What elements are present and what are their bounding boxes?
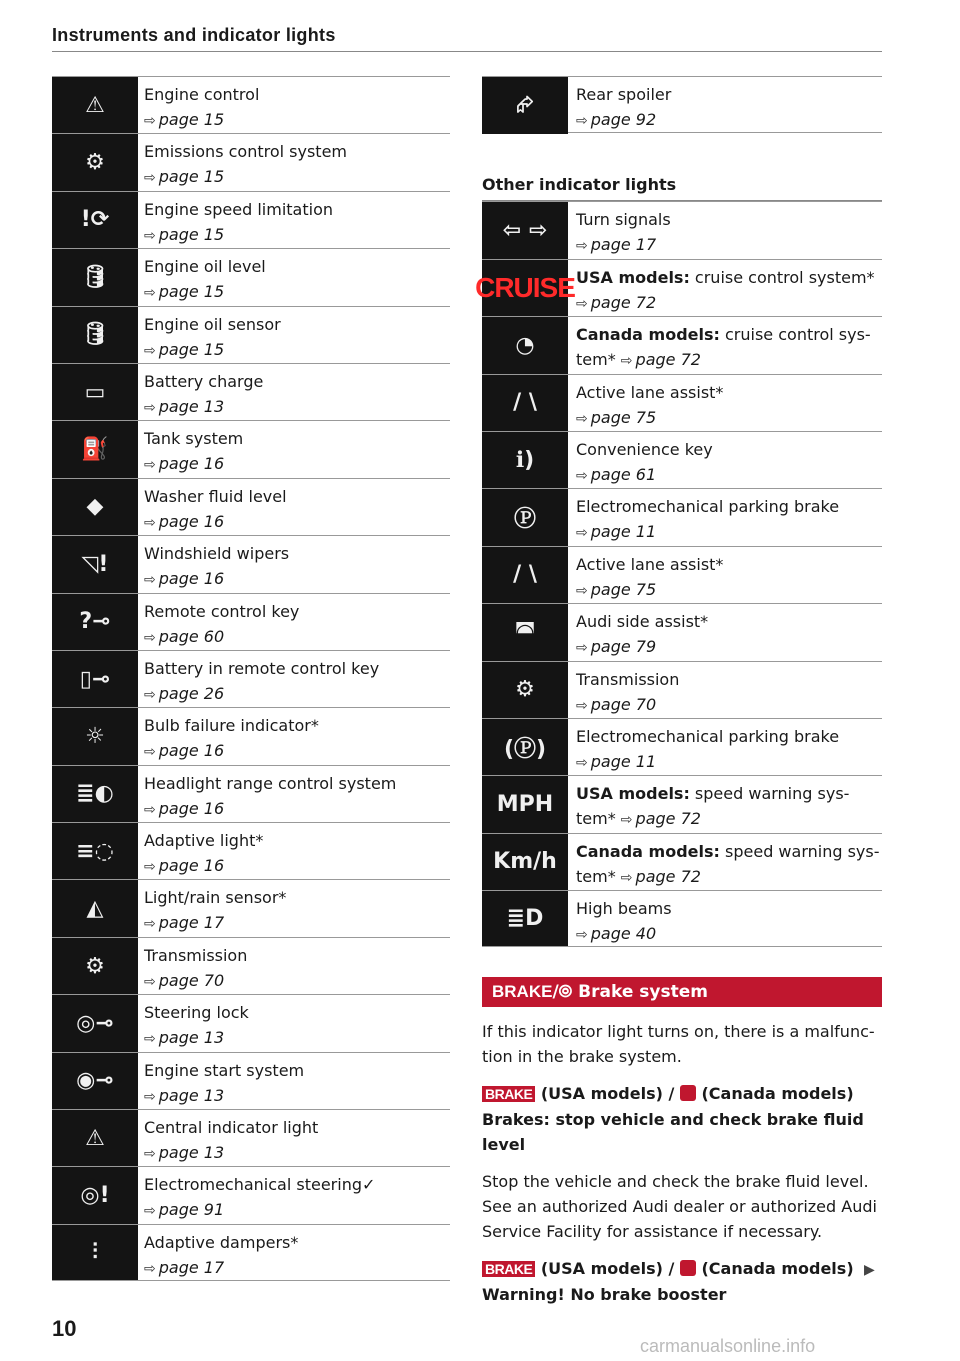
- page-ref-arrow-icon: ⇨: [144, 744, 156, 761]
- cruise-speedometer-icon: ◔: [482, 317, 568, 373]
- page-link[interactable]: page 60: [158, 626, 225, 646]
- fuel-pump-icon: ⛽: [52, 421, 138, 477]
- page-link[interactable]: page 16: [158, 511, 225, 531]
- brake-heading-1: BRAKE (USA models) / (Canada models) Brakes: stop vehicle and check brake fluid level: [482, 1084, 864, 1155]
- page-ref-arrow-icon: ⇨: [144, 227, 156, 244]
- brake-intro: If this indicator light turns on, there is a malfunc- tion in the brake system.: [482, 1022, 875, 1067]
- page-link[interactable]: page 13: [158, 1143, 225, 1163]
- page-link[interactable]: page 15: [158, 110, 225, 129]
- light-rain-sensor-icon: ◭: [52, 880, 138, 936]
- oil-can-min-icon: 🛢: [52, 249, 138, 305]
- table-row: [52, 879, 450, 936]
- page-ref-arrow-icon: ⇨: [144, 170, 156, 187]
- row-label: Tank system: [144, 429, 244, 449]
- rpm-gauge-icon: !⟳: [52, 192, 138, 248]
- page-ref-arrow-icon: ⇨: [576, 410, 588, 427]
- page-header: Instruments and indicator lights: [52, 25, 336, 45]
- key-question-icon: ?⊸: [52, 594, 138, 650]
- row-label: Windshield wipers: [144, 544, 290, 564]
- row-label: Electromechanical steering✓: [144, 1175, 376, 1195]
- speed-warning-mph-icon: MPH: [482, 776, 568, 832]
- row-label: cruise control system*: [689, 267, 875, 287]
- row-label: Engine oil level: [144, 257, 266, 277]
- oil-sensor-icon: 🛢: [52, 307, 138, 363]
- table-row: [482, 201, 882, 258]
- row-label: Battery charge: [144, 371, 264, 391]
- page-ref-arrow-icon: ⇨: [576, 697, 588, 714]
- page-ref-arrow-icon: ⇨: [620, 353, 633, 370]
- row-label: Transmission: [576, 669, 680, 689]
- page-link[interactable]: page 13: [158, 1085, 225, 1105]
- adaptive-light-icon: ≡◌: [52, 823, 138, 879]
- page-link[interactable]: page 79: [590, 637, 657, 657]
- row-label: Convenience key: [576, 439, 713, 459]
- table-row: [482, 316, 882, 373]
- page-link[interactable]: page 16: [158, 569, 225, 589]
- table-row: [52, 363, 450, 420]
- page-link[interactable]: page 72: [635, 350, 701, 370]
- row-label-bold: Canada models:: [576, 325, 720, 345]
- table-row: [52, 707, 450, 764]
- page-ref-arrow-icon: ⇨: [144, 686, 156, 703]
- watermark: carmanualsonline.info: [640, 1336, 816, 1356]
- page-link[interactable]: page 91: [158, 1200, 225, 1220]
- page-link[interactable]: page 70: [158, 970, 225, 990]
- row-label-bold: USA models:: [576, 267, 690, 287]
- page-link[interactable]: page 15: [158, 282, 225, 302]
- brake-heading-2: BRAKE (USA models) / (Canada models) Warning! No brake booster: [482, 1259, 854, 1305]
- car-engine-icon: ⚠: [52, 77, 138, 133]
- turn-signal-arrows-icon: ⇦ ⇨: [482, 202, 568, 258]
- table-row: [52, 420, 450, 477]
- transmission-gear-icon: ⚙: [482, 662, 568, 718]
- parking-brake-off-icon: Ⓟ: [482, 489, 568, 545]
- row-label-cont: tem*: [576, 809, 616, 829]
- row-label-bold: USA models:: [576, 784, 690, 804]
- page-link[interactable]: page 17: [158, 913, 225, 933]
- page-ref-arrow-icon: ⇨: [144, 973, 156, 990]
- page-ref-arrow-icon: ⇨: [576, 754, 588, 771]
- brake-tag: BRAKE: [492, 982, 553, 1002]
- table-row: [482, 718, 882, 775]
- row-label: Electromechanical parking brake: [576, 497, 840, 517]
- row-label: Adaptive light*: [144, 831, 264, 851]
- page-link[interactable]: page 15: [158, 339, 225, 359]
- table-row: [52, 133, 450, 190]
- row-label: Active lane assist*: [576, 554, 724, 574]
- section-heading-other-indicators: Other indicator lights: [482, 175, 882, 201]
- page-ref-arrow-icon: ⇨: [144, 916, 156, 933]
- steering-warning-icon: ◎!: [52, 1167, 138, 1223]
- brake-system-banner: [482, 977, 882, 1007]
- indicator-table-right: [475, 201, 882, 947]
- side-assist-icon: ◚: [482, 604, 568, 660]
- page-ref-arrow-icon: ⇨: [576, 640, 588, 657]
- engine-icon: ⚙: [52, 134, 138, 190]
- row-label: Light/rain sensor*: [144, 888, 287, 908]
- table-row: [482, 603, 882, 660]
- table-row: [52, 937, 450, 994]
- brake-banner-title: /⦾ Brake system: [552, 982, 708, 1003]
- row-label: Turn signals: [576, 210, 671, 230]
- row-label: Remote control key: [144, 601, 300, 621]
- page-ref-arrow-icon: ⇨: [620, 869, 633, 886]
- page-link[interactable]: page 16: [158, 741, 225, 761]
- row-label: Battery in remote control key: [144, 658, 380, 678]
- row-label: Adaptive dampers*: [144, 1232, 299, 1252]
- page-ref-arrow-icon: ⇨: [144, 514, 156, 531]
- row-label-cont: tem*: [576, 350, 616, 370]
- page-ref-arrow-icon: ⇨: [576, 295, 588, 312]
- table-row: [52, 76, 450, 133]
- washer-fluid-icon: ◆: [52, 479, 138, 535]
- speed-warning-kmh-icon: Km/h: [482, 834, 568, 890]
- page-ref-arrow-icon: ⇨: [144, 113, 156, 129]
- table-row: [482, 775, 882, 832]
- brake-warning-icon: [680, 1085, 696, 1101]
- page-ref-arrow-icon: ⇨: [576, 525, 588, 542]
- table-row: [52, 593, 450, 650]
- page-link[interactable]: page 72: [590, 292, 657, 312]
- row-label: speed warning sys-: [689, 784, 850, 804]
- brake-warning-icon: [680, 1260, 696, 1276]
- page-link[interactable]: page 16: [158, 856, 225, 876]
- lane-assist-icon: / \: [482, 547, 568, 603]
- headlight-range-icon: ≣◐: [52, 766, 138, 822]
- row-label-bold: Canada models:: [576, 841, 720, 861]
- table-row: [482, 76, 882, 133]
- page-ref-arrow-icon: ⇨: [576, 113, 588, 129]
- row-label: Transmission: [144, 945, 248, 965]
- table-row: [52, 822, 450, 879]
- row-label: Engine speed limitation: [144, 199, 333, 219]
- indicator-table-left: [52, 76, 450, 1281]
- row-label: Engine control: [144, 85, 260, 104]
- page-ref-arrow-icon: ⇨: [144, 399, 156, 416]
- page-ref-arrow-icon: ⇨: [144, 342, 156, 359]
- table-row: [52, 248, 450, 305]
- page-ref-arrow-icon: ⇨: [576, 467, 588, 484]
- table-row: [52, 650, 450, 707]
- page-ref-arrow-icon: ⇨: [576, 238, 588, 255]
- page-ref-arrow-icon: ⇨: [144, 457, 156, 474]
- brake-tag: BRAKE: [482, 1086, 535, 1102]
- table-row: [482, 488, 882, 545]
- row-label: Rear spoiler: [576, 85, 672, 104]
- row-label: Steering lock: [144, 1003, 249, 1023]
- table-row: [482, 833, 882, 890]
- bulb-failure-icon: ☼: [52, 708, 138, 764]
- lane-assist-icon: / \: [482, 375, 568, 431]
- rear-spoiler-icon: ⮳: [482, 77, 568, 134]
- table-row: [52, 306, 450, 363]
- page-link[interactable]: page 40: [590, 924, 657, 944]
- page-link[interactable]: page 75: [590, 579, 657, 599]
- page-link[interactable]: page 70: [590, 694, 657, 714]
- page-link[interactable]: page 72: [635, 809, 701, 829]
- page-ref-arrow-icon: ⇨: [144, 1203, 156, 1220]
- page-ref-arrow-icon: ⇨: [144, 572, 156, 589]
- table-row: [52, 1166, 450, 1223]
- row-label: speed warning sys-: [719, 841, 880, 861]
- table-row: [52, 191, 450, 248]
- row-label: Headlight range control system: [144, 773, 397, 793]
- continue-arrow-icon: ▶: [864, 1262, 875, 1278]
- page-ref-arrow-icon: ⇨: [576, 927, 588, 944]
- row-label: Emissions control system: [144, 142, 347, 162]
- warning-triangle-icon: ⚠: [52, 1110, 138, 1166]
- page-ref-arrow-icon: ⇨: [144, 1260, 156, 1277]
- page-ref-arrow-icon: ⇨: [144, 1088, 156, 1105]
- row-label: Engine oil sensor: [144, 314, 281, 334]
- page-ref-arrow-icon: ⇨: [144, 629, 156, 646]
- parking-brake-icon: (Ⓟ): [482, 719, 568, 775]
- page-link[interactable]: page 75: [590, 407, 657, 427]
- table-row: [475, 259, 882, 316]
- page-ref-arrow-icon: ⇨: [144, 801, 156, 818]
- header-rule: [52, 51, 882, 52]
- wiper-warning-icon: ◹!: [52, 536, 138, 592]
- page-ref-arrow-icon: ⇨: [144, 285, 156, 302]
- row-label: Central indicator light: [144, 1118, 319, 1138]
- right-column: [475, 76, 882, 1307]
- steering-lock-icon: ◎⊸: [52, 995, 138, 1051]
- table-row: [482, 374, 882, 431]
- row-label-cont: tem*: [576, 866, 616, 886]
- row-label: cruise control sys-: [719, 325, 871, 345]
- table-row: [482, 890, 882, 947]
- row-label: Washer fluid level: [144, 486, 287, 506]
- page-ref-arrow-icon: ⇨: [576, 582, 588, 599]
- high-beam-icon: ≣D: [482, 891, 568, 946]
- page-link[interactable]: page 15: [158, 167, 225, 187]
- table-row: [52, 994, 450, 1051]
- page-ref-arrow-icon: ⇨: [144, 859, 156, 876]
- page-ref-arrow-icon: ⇨: [620, 812, 633, 829]
- brake-tag: BRAKE: [482, 1261, 535, 1277]
- table-row: [52, 1052, 450, 1109]
- brake-body: Stop the vehicle and check the brake fluid level. See an authorized Audi dealer or authorized Audi Service Facility for assistance if necessary.: [482, 1172, 877, 1242]
- transmission-gear-icon: ⚙: [52, 938, 138, 994]
- page-link[interactable]: page 11: [590, 522, 657, 542]
- battery-icon: ▭: [52, 364, 138, 420]
- row-label: High beams: [576, 899, 672, 919]
- table-row: [52, 478, 450, 535]
- page-link[interactable]: page 13: [158, 1028, 225, 1048]
- row-label: Audi side assist*: [576, 612, 709, 632]
- damper-icon: ⫶: [52, 1225, 138, 1280]
- table-row: [52, 1224, 450, 1281]
- engine-start-key-icon: ◉⊸: [52, 1053, 138, 1109]
- page-ref-arrow-icon: ⇨: [144, 1031, 156, 1048]
- page-link[interactable]: page 11: [590, 751, 657, 771]
- page-link[interactable]: page 13: [158, 396, 225, 416]
- row-label: Engine start system: [144, 1060, 305, 1080]
- convenience-key-icon: ℹ): [482, 432, 568, 488]
- row-label: Electromechanical parking brake: [576, 726, 840, 746]
- page-link[interactable]: page 16: [158, 798, 225, 818]
- table-row: [52, 765, 450, 822]
- page-link[interactable]: page 61: [590, 464, 657, 484]
- table-row: [482, 661, 882, 718]
- page-link[interactable]: page 17: [158, 1257, 225, 1277]
- page-link[interactable]: page 26: [158, 683, 225, 703]
- key-battery-icon: ▯⊸: [52, 651, 138, 707]
- table-row: [52, 535, 450, 592]
- table-row: [482, 431, 882, 488]
- page-link[interactable]: page 16: [158, 454, 225, 474]
- cruise-text-icon: CRUISE: [482, 260, 568, 316]
- page-ref-arrow-icon: ⇨: [144, 1146, 156, 1163]
- page-link[interactable]: page 92: [590, 110, 657, 129]
- page-number: 10: [52, 1316, 77, 1341]
- page-link[interactable]: page 15: [158, 224, 225, 244]
- table-row: [482, 546, 882, 603]
- row-label: Bulb failure indicator*: [144, 716, 319, 736]
- table-row: [52, 1109, 450, 1166]
- page-link[interactable]: page 72: [635, 866, 701, 886]
- row-label: Active lane assist*: [576, 382, 724, 402]
- page-link[interactable]: page 17: [590, 235, 657, 255]
